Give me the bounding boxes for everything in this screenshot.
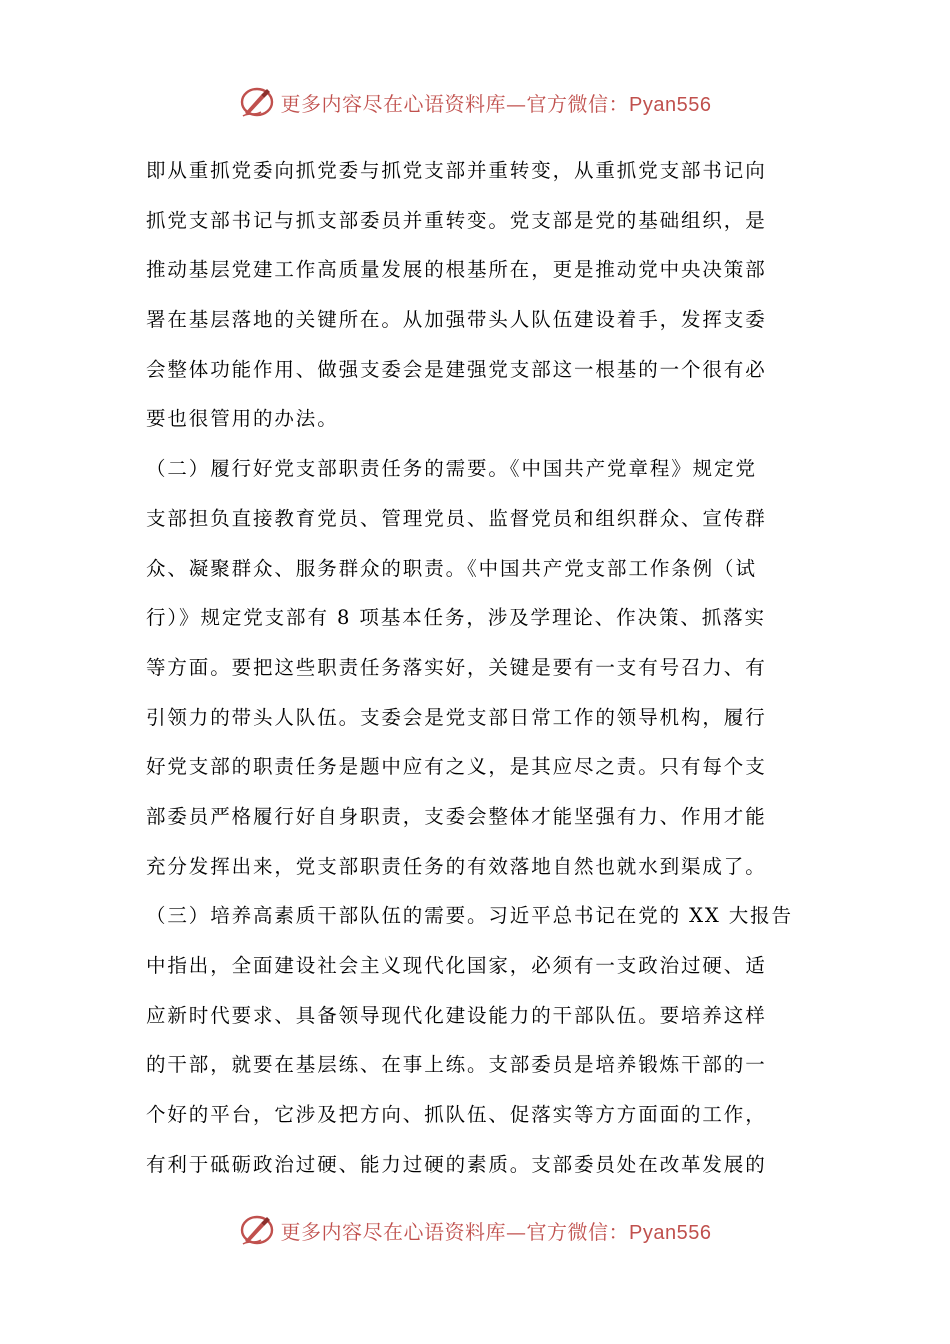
wechat-id: Pyan556 <box>629 93 712 116</box>
text-line: 应新时代要求、具备领导现代化建设能力的干部队伍。要培养这样 <box>146 1003 767 1027</box>
text-line: 推动基层党建工作高质量发展的根基所在，更是推动党中央决策部 <box>146 258 767 282</box>
text-line: 要也很管用的办法。 <box>146 407 339 431</box>
section-heading-line: （二）履行好党支部职责任务的需要。《中国共产党章程》规定党 <box>146 457 757 481</box>
text-line: 会整体功能作用、做强支委会是建强党支部这一根基的一个很有必 <box>146 357 767 381</box>
text-line: 支部担负直接教育党员、管理党员、监督党员和组织群众、宣传群 <box>146 506 767 530</box>
text-line: 引领力的带头人队伍。支委会是党支部日常工作的领导机构，履行 <box>146 705 767 729</box>
text-line: 中指出，全面建设社会主义现代化国家，必须有一支政治过硬、适 <box>146 954 767 977</box>
banner-label: 更多内容尽在心语资料库—官方微信： <box>280 1219 630 1244</box>
text-line: 等方面。要把这些职责任务落实好，关键是要有一支有号召力、有 <box>146 655 767 679</box>
text-line: 好党支部的职责任务是题中应有之义，是其应尽之责。只有每个支 <box>146 755 767 779</box>
text-line: 个好的平台，它涉及把方向、抓队伍、促落实等方方面面的工作， <box>146 1103 767 1127</box>
text-line: 众、凝聚群众、服务群众的职责。《中国共产党支部工作条例（试 <box>146 556 757 580</box>
header-banner <box>0 84 950 120</box>
text-line: 署在基层落地的关键所在。从加强带头人队伍建设着手，发挥支委 <box>146 308 767 332</box>
signature-pen-logo-icon <box>239 85 275 119</box>
text-line: 有利于砥砺政治过硬、能力过硬的素质。支部委员处在改革发展的 <box>146 1152 767 1176</box>
signature-pen-logo-icon <box>239 1213 275 1247</box>
document-body <box>146 146 806 1189</box>
banner-label: 更多内容尽在心语资料库—官方微信： <box>280 91 630 116</box>
footer-banner <box>0 1212 950 1248</box>
text-line: 充分发挥出来，党支部职责任务的有效落地自然也就水到渠成了。 <box>146 854 767 878</box>
section-heading-line: （三）培养高素质干部队伍的需要。习近平总书记在党的 XX 大报告 <box>146 904 793 928</box>
text-line: 部委员严格履行好自身职责，支委会整体才能坚强有力、作用才能 <box>146 804 767 828</box>
banner-text <box>281 88 712 117</box>
text-line: 抓党支部书记与抓支部委员并重转变。党支部是党的基础组织，是 <box>146 208 767 232</box>
banner-text <box>281 1216 712 1245</box>
text-line: 即从重抓党委向抓党委与抓党支部并重转变，从重抓党支部书记向 <box>146 159 767 182</box>
wechat-id: Pyan556 <box>629 1221 712 1244</box>
text-line: 行）》规定党支部有 8 项基本任务，涉及学理论、作决策、抓落实 <box>146 606 766 630</box>
text-line: 的干部，就要在基层练、在事上练。支部委员是培养锻炼干部的一 <box>146 1053 767 1077</box>
